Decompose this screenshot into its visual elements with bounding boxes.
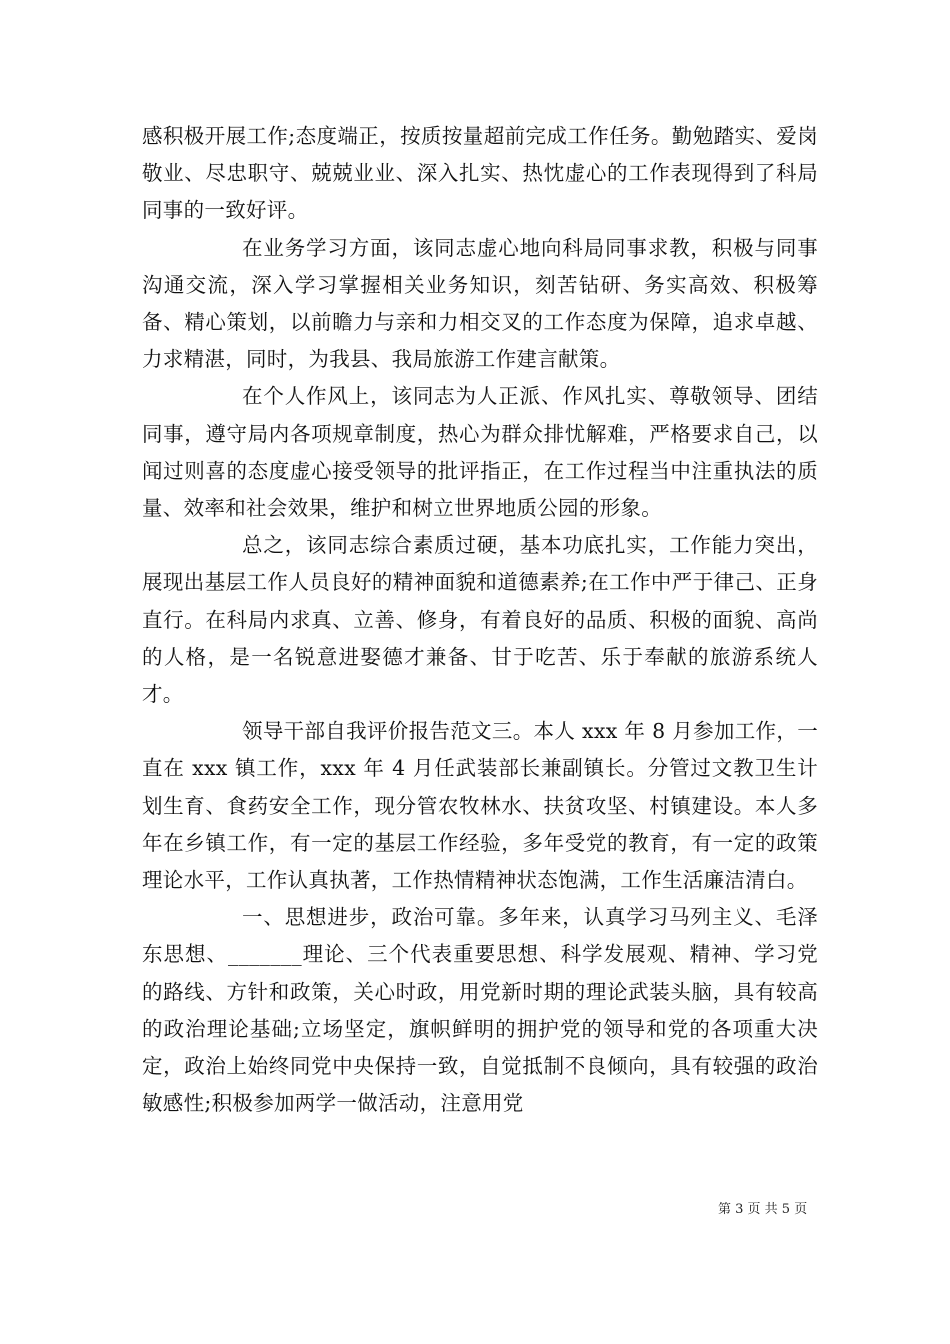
page-number-footer: 第 3 页 共 5 页 xyxy=(718,1202,808,1217)
paragraph-6: 一、思想进步，政治可靠。多年来，认真学习马列主义、毛泽东思想、_______理论、三个代表重要思想、科学发展观、精神、学习党的路线、方针和政策，关心时政，用党新时期的理论武装头脑，具有较高的政治理论基础;立场坚定，旗帜鲜明的拥护党的领导和党的各项重大决定，政治上始终同党中央保持一致，自觉抵制不良倾向，具有较强的政治敏感性;积极参加两学一做活动，注意用党 xyxy=(142,905,818,1116)
paragraph-5: 领导干部自我评价报告范文三。本人 xxx 年 8 月参加工作，一直在 xxx 镇工作，xxx 年 4 月任武装部长兼副镇长。分管过文教卫生计划生育、食药安全工作，现分管农牧林水、扶贫攻坚、村镇建设。本人多年在乡镇工作，有一定的基层工作经验，多年受党的教育，有一定的政策理论水平，工作认真执著，工作热情精神状态饱满，工作生活廉洁清白。 xyxy=(142,719,818,893)
paragraph-1: 感积极开展工作;态度端正，按质按量超前完成工作任务。勤勉踏实、爱岗敬业、尽忠职守、兢兢业业、深入扎实、热忱虚心的工作表现得到了科局同事的一致好评。 xyxy=(142,124,818,223)
document-body xyxy=(142,118,818,1122)
paragraph-4: 总之，该同志综合素质过硬，基本功底扎实，工作能力突出，展现出基层工作人员良好的精神面貌和道德素养;在工作中严于律己、正身直行。在科局内求真、立善、修身，有着良好的品质、积极的面貌、高尚的人格，是一名锐意进娶德才兼备、甘于吃苦、乐于奉献的旅游系统人才。 xyxy=(142,533,818,707)
paragraph-3: 在个人作风上，该同志为人正派、作风扎实、尊敬领导、团结同事，遵守局内各项规章制度，热心为群众排忧解难，严格要求自己，以闻过则喜的态度虚心接受领导的批评指正，在工作过程当中注重执法的质量、效率和社会效果，维护和树立世界地质公园的形象。 xyxy=(142,384,818,521)
paragraph-2: 在业务学习方面，该同志虚心地向科局同事求教，积极与同事沟通交流，深入学习掌握相关业务知识，刻苦钻研、务实高效、积极筹备、精心策划，以前瞻力与亲和力相交叉的工作态度为保障，追求卓越、力求精湛，同时，为我县、我局旅游工作建言献策。 xyxy=(142,235,818,372)
